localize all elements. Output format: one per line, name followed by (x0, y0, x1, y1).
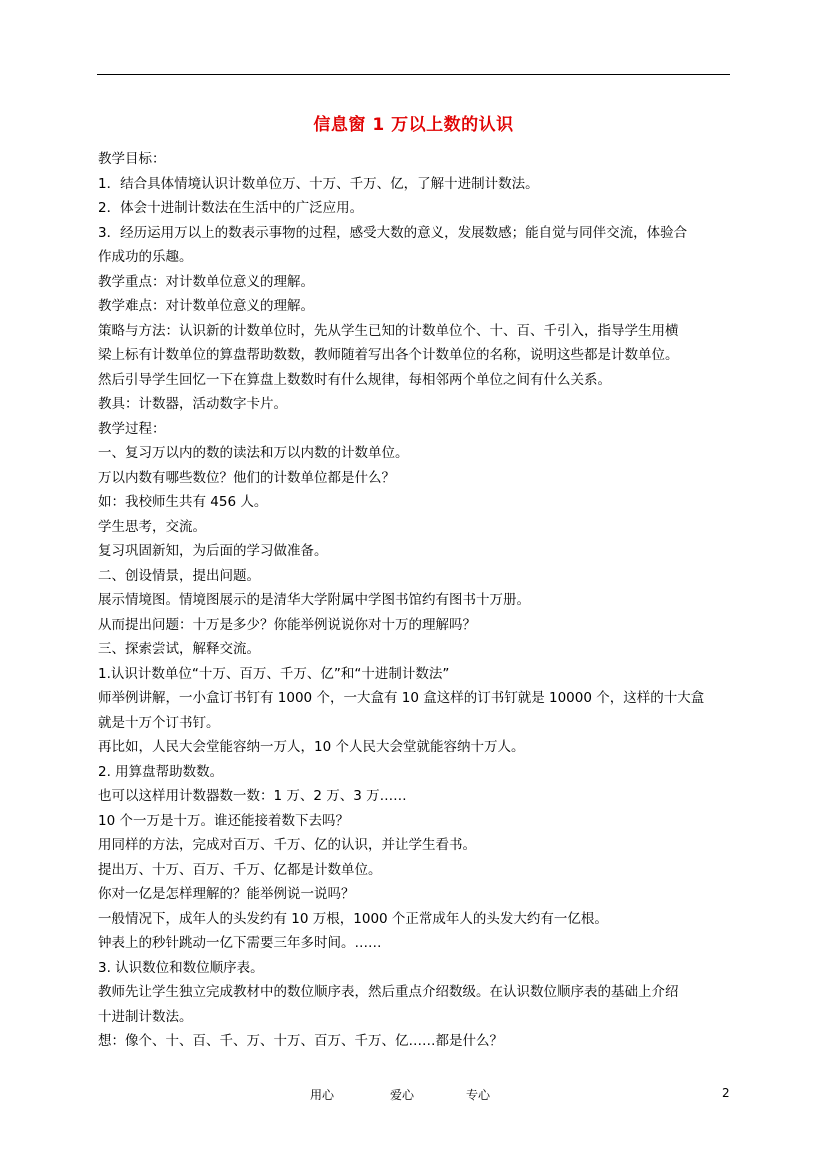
text-line: 二、创设情景，提出问题。 (98, 567, 260, 584)
text-line: 2. 用算盘帮助数数。 (98, 763, 224, 780)
page-number: 2 (722, 1086, 730, 1100)
text-line: 复习巩固新知，为后面的学习做准备。 (98, 543, 328, 559)
text-line: 一、复习万以内的数的读法和万以内数的计数单位。 (98, 445, 409, 461)
text-line: 梁上标有计数单位的算盘帮助数数，教师随着写出各个计数单位的名称，说明这些都是计数单位。 (98, 347, 679, 363)
text-line: 教学难点：对计数单位意义的理解。 (98, 298, 314, 314)
text-line: 学生思考，交流。 (98, 518, 206, 535)
text-line: 用同样的方法，完成对百万、千万、亿的认识，并让学生看书。 (98, 837, 476, 853)
text-line: 师举例讲解，一小盒订书钉有 1000 个，一大盒有 10 盒这样的订书钉就是 10000 个，这样的十大盒 (98, 690, 705, 706)
text-line: 你对一亿是怎样理解的？能举例说一说吗？ (98, 886, 355, 902)
document-body (98, 147, 734, 1054)
text-line: 3．经历运用万以上的数表示事物的过程，感受大数的意义，发展数感；能自觉与同伴交流，体验合 (98, 224, 688, 241)
text-line: 一般情况下，成年人的头发约有 10 万根，1000 个正常成年人的头发大约有一亿根。 (98, 910, 608, 927)
footer-left-text: 用心 (310, 1088, 335, 1102)
text-line: 教具：计数器，活动数字卡片。 (98, 396, 287, 412)
text-line: 从而提出问题：十万是多少？你能举例说说你对十万的理解吗？ (98, 616, 476, 633)
text-line: 教学过程： (98, 420, 166, 437)
text-line: 想：像个、十、百、千、万、十万、百万、千万、亿……都是什么？ (98, 1033, 503, 1049)
page-footer (0, 1086, 827, 1106)
footer-middle-text: 爱心 (390, 1088, 415, 1102)
text-line: 教学目标： (98, 151, 166, 167)
text-line: 教师先让学生独立完成教材中的数位顺序表，然后重点介绍数级。在认识数位顺序表的基础上介绍 (98, 984, 679, 1000)
text-line: 1.认识计数单位“十万、百万、千万、亿”和“十进制计数法” (98, 665, 450, 682)
text-line: 钟表上的秒针跳动一亿下需要三年多时间。…… (98, 935, 382, 951)
text-line: 10 个一万是十万。谁还能接着数下去吗？ (98, 812, 349, 829)
document-title: 信息窗 1 万以上数的认识 (313, 115, 514, 135)
text-line: 作成功的乐趣。 (98, 249, 193, 265)
text-line: 三、探索尝试，解释交流。 (98, 641, 260, 657)
text-line: 策略与方法：认识新的计数单位时，先从学生已知的计数单位个、十、百、千引入，指导学生用横 (98, 322, 679, 339)
text-line: 1．结合具体情境认识计数单位万、十万、千万、亿，了解十进制计数法。 (98, 175, 539, 192)
text-line: 然后引导学生回忆一下在算盘上数数时有什么规律，每相邻两个单位之间有什么关系。 (98, 371, 611, 388)
text-line: 十进制计数法。 (98, 1008, 193, 1025)
text-line: 万以内数有哪些数位？他们的计数单位都是什么？ (98, 469, 395, 486)
footer-right-text: 专心 (466, 1088, 491, 1102)
text-line: 再比如，人民大会堂能容纳一万人，10 个人民大会堂就能容纳十万人。 (98, 739, 525, 755)
text-line: 提出万、十万、百万、千万、亿都是计数单位。 (98, 861, 382, 878)
text-line: 也可以这样用计数器数一数：1 万、2 万、3 万…… (98, 788, 407, 804)
text-line: 3. 认识数位和数位顺序表。 (98, 959, 264, 976)
text-line: 就是十万个订书钉。 (98, 714, 220, 731)
text-line: 如：我校师生共有 456 人。 (98, 494, 268, 510)
text-line: 教学重点：对计数单位意义的理解。 (98, 273, 314, 290)
text-line: 2．体会十进制计数法在生活中的广泛应用。 (98, 200, 364, 216)
text-line: 展示情境图。情境图展示的是清华大学附属中学图书馆约有图书十万册。 (98, 592, 530, 608)
header-rule (97, 74, 730, 75)
